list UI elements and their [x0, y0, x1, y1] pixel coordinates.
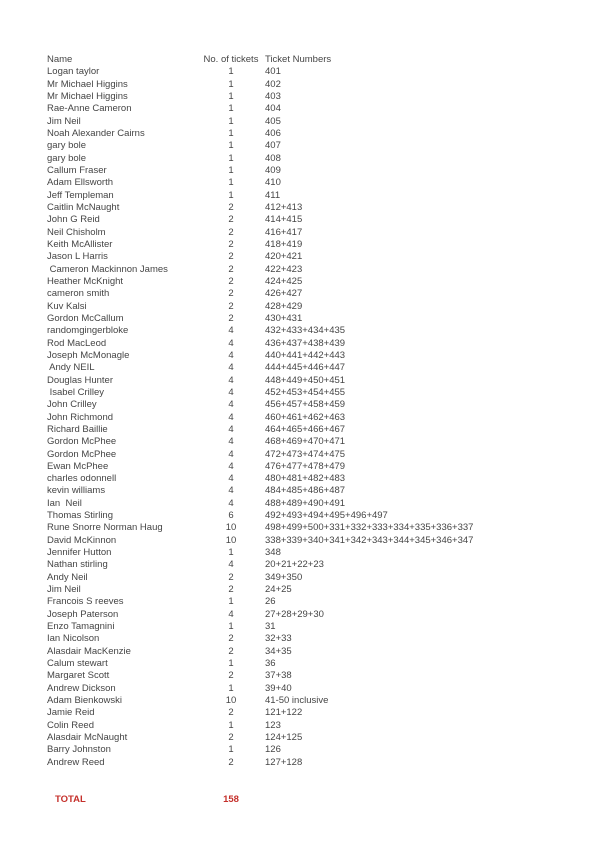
table-row [0, 744, 611, 756]
row-ticket-numbers: 424+425 [265, 275, 303, 287]
row-ticket-count: 2 [228, 226, 234, 238]
row-ticket-numbers: 405 [265, 115, 281, 127]
row-ticket-count: 4 [228, 362, 234, 374]
table-row [0, 350, 611, 362]
row-ticket-numbers: 498+499+500+331+332+333+334+335+336+337 [265, 522, 474, 534]
table-row [0, 646, 611, 658]
row-name: gary bole [47, 140, 87, 152]
table-row [0, 66, 611, 78]
row-ticket-numbers: 36 [265, 658, 276, 670]
table-row [0, 264, 611, 276]
table-row [0, 239, 611, 251]
header-name: Name [47, 54, 73, 65]
table-row [0, 325, 611, 337]
row-ticket-numbers: 480+481+482+483 [265, 473, 346, 485]
row-ticket-count: 2 [228, 275, 234, 287]
row-ticket-numbers: 121+122 [265, 707, 303, 719]
table-row [0, 140, 611, 152]
row-ticket-numbers: 127+128 [265, 756, 303, 768]
row-ticket-numbers: 27+28+29+30 [265, 608, 324, 620]
row-ticket-numbers: 492+493+494+495+496+497 [265, 510, 388, 522]
row-ticket-count: 2 [228, 756, 234, 768]
row-name: Noah Alexander Cairns [47, 127, 145, 139]
total-label: TOTAL [55, 793, 86, 805]
row-ticket-count: 2 [228, 645, 234, 657]
table-row [0, 128, 611, 140]
table-row [0, 338, 611, 350]
row-ticket-numbers: 428+429 [265, 300, 303, 312]
row-name: Andrew Dickson [47, 682, 116, 694]
row-ticket-numbers: 452+453+454+455 [265, 386, 346, 398]
row-ticket-count: 1 [228, 115, 234, 127]
row-ticket-count: 4 [228, 436, 234, 448]
row-ticket-numbers: 20+21+22+23 [265, 559, 324, 571]
table-row [0, 510, 611, 522]
row-ticket-count: 2 [228, 312, 234, 324]
row-ticket-count: 4 [228, 497, 234, 509]
row-name: Jennifer Hutton [47, 547, 112, 559]
table-row [0, 214, 611, 226]
row-ticket-count: 2 [228, 732, 234, 744]
row-name: Adam Ellsworth [47, 177, 113, 189]
table-row [0, 177, 611, 189]
row-ticket-numbers: 418+419 [265, 238, 303, 250]
row-ticket-count: 1 [228, 547, 234, 559]
table-row [0, 387, 611, 399]
row-name: Alasdair McNaught [47, 732, 128, 744]
table-row [0, 362, 611, 374]
table-row [0, 485, 611, 497]
row-name: Rod MacLeod [47, 337, 107, 349]
header-ticket-numbers: Ticket Numbers [265, 54, 332, 65]
row-ticket-numbers: 468+469+470+471 [265, 436, 346, 448]
table-row [0, 449, 611, 461]
row-ticket-numbers: 24+25 [265, 584, 292, 596]
row-name: cameron smith [47, 288, 110, 300]
row-name: Logan taylor [47, 66, 100, 78]
row-ticket-numbers: 412+413 [265, 201, 303, 213]
row-ticket-numbers: 403 [265, 90, 281, 102]
row-ticket-numbers: 464+465+466+467 [265, 423, 346, 435]
row-name: John Crilley [47, 399, 97, 411]
row-name: Rune Snorre Norman Haug [47, 522, 163, 534]
row-ticket-count: 1 [228, 596, 234, 608]
table-row [0, 202, 611, 214]
row-name: Adam Bienkowski [47, 695, 122, 707]
row-ticket-numbers: 411 [265, 189, 281, 201]
row-ticket-numbers: 420+421 [265, 251, 303, 263]
ticket-table [0, 54, 611, 806]
row-ticket-count: 1 [228, 90, 234, 102]
table-body [0, 66, 611, 769]
row-name: Joseph Paterson [47, 608, 119, 620]
table-row [0, 116, 611, 128]
row-name: John G Reid [47, 214, 100, 226]
row-name: David McKinnon [47, 534, 117, 546]
table-row [0, 412, 611, 424]
row-ticket-numbers: 126 [265, 744, 281, 756]
row-name: Isabel Crilley [47, 386, 105, 398]
row-ticket-numbers: 472+473+474+475 [265, 448, 346, 460]
row-ticket-count: 2 [228, 670, 234, 682]
row-name: Richard Baillie [47, 423, 108, 435]
table-row [0, 621, 611, 633]
table-row [0, 707, 611, 719]
row-ticket-numbers: 422+423 [265, 263, 303, 275]
row-ticket-count: 2 [228, 214, 234, 226]
row-name: Alasdair MacKenzie [47, 645, 131, 657]
row-ticket-numbers: 414+415 [265, 214, 303, 226]
row-ticket-numbers: 410 [265, 177, 281, 189]
table-row [0, 609, 611, 621]
row-ticket-count: 1 [228, 103, 234, 115]
table-row [0, 720, 611, 732]
row-ticket-count: 2 [228, 633, 234, 645]
row-ticket-numbers: 456+457+458+459 [265, 399, 346, 411]
row-ticket-count: 2 [228, 707, 234, 719]
row-name: Cameron Mackinnon James [47, 263, 168, 275]
row-name: Mr Michael Higgins [47, 78, 128, 90]
row-ticket-numbers: 348 [265, 547, 281, 559]
total-value: 158 [223, 793, 239, 805]
table-row [0, 190, 611, 202]
row-ticket-count: 4 [228, 448, 234, 460]
row-name: Enzo Tamagnini [47, 621, 115, 633]
row-ticket-count: 4 [228, 485, 234, 497]
row-ticket-count: 2 [228, 251, 234, 263]
table-row [0, 535, 611, 547]
row-name: Joseph McMonagle [47, 349, 130, 361]
row-name: Ian Neil [47, 497, 82, 509]
row-ticket-count: 1 [228, 78, 234, 90]
row-ticket-count: 4 [228, 386, 234, 398]
table-row [0, 473, 611, 485]
row-name: Caitlin McNaught [47, 201, 120, 213]
table-row [0, 547, 611, 559]
row-ticket-numbers: 26 [265, 596, 276, 608]
table-row [0, 103, 611, 115]
row-name: Douglas Hunter [47, 374, 114, 386]
table-row [0, 424, 611, 436]
row-ticket-count: 1 [228, 66, 234, 78]
row-name: Keith McAllister [47, 238, 113, 250]
row-ticket-count: 2 [228, 238, 234, 250]
table-row [0, 695, 611, 707]
row-ticket-numbers: 444+445+446+447 [265, 362, 346, 374]
row-ticket-numbers: 448+449+450+451 [265, 374, 346, 386]
table-row [0, 375, 611, 387]
row-ticket-numbers: 401 [265, 66, 281, 78]
row-name: Jim Neil [47, 584, 81, 596]
row-ticket-count: 2 [228, 201, 234, 213]
row-ticket-numbers: 436+437+438+439 [265, 337, 346, 349]
row-ticket-numbers: 460+461+462+463 [265, 411, 346, 423]
row-ticket-numbers: 407 [265, 140, 281, 152]
row-ticket-numbers: 402 [265, 78, 281, 90]
row-ticket-count: 1 [228, 658, 234, 670]
row-name: Callum Fraser [47, 164, 107, 176]
total-row [0, 794, 611, 806]
row-name: Mr Michael Higgins [47, 90, 128, 102]
row-name: Rae-Anne Cameron [47, 103, 132, 115]
row-name: Gordon McPhee [47, 448, 117, 460]
blank-gap [0, 769, 611, 794]
row-ticket-numbers: 34+35 [265, 645, 292, 657]
row-ticket-count: 4 [228, 473, 234, 485]
table-row [0, 559, 611, 571]
table-header-row [0, 54, 611, 66]
table-row [0, 165, 611, 177]
row-name: Calum stewart [47, 658, 108, 670]
row-ticket-numbers: 484+485+486+487 [265, 485, 346, 497]
table-row [0, 91, 611, 103]
row-name: Kuv Kalsi [47, 300, 87, 312]
table-row [0, 79, 611, 91]
row-ticket-count: 2 [228, 288, 234, 300]
row-ticket-numbers: 488+489+490+491 [265, 497, 346, 509]
row-name: Heather McKnight [47, 275, 124, 287]
row-ticket-numbers: 432+433+434+435 [265, 325, 346, 337]
row-ticket-count: 4 [228, 411, 234, 423]
row-name: Andy NEIL [47, 362, 95, 374]
row-ticket-count: 1 [228, 682, 234, 694]
table-row [0, 276, 611, 288]
row-ticket-numbers: 426+427 [265, 288, 303, 300]
row-name: Jason L Harris [47, 251, 108, 263]
row-name: Jim Neil [47, 115, 81, 127]
row-ticket-count: 4 [228, 423, 234, 435]
row-ticket-numbers: 409 [265, 164, 281, 176]
table-row [0, 732, 611, 744]
row-ticket-count: 2 [228, 300, 234, 312]
row-name: Thomas Stirling [47, 510, 113, 522]
row-name: Andrew Reed [47, 756, 105, 768]
row-ticket-numbers: 404 [265, 103, 281, 115]
table-row [0, 288, 611, 300]
row-ticket-count: 4 [228, 374, 234, 386]
table-row [0, 757, 611, 769]
row-ticket-count: 1 [228, 152, 234, 164]
row-ticket-count: 1 [228, 744, 234, 756]
table-row [0, 658, 611, 670]
table-row [0, 584, 611, 596]
row-ticket-count: 4 [228, 349, 234, 361]
row-ticket-count: 4 [228, 460, 234, 472]
row-name: Jeff Templeman [47, 189, 114, 201]
row-name: Neil Chisholm [47, 226, 106, 238]
row-ticket-numbers: 476+477+478+479 [265, 460, 346, 472]
table-row [0, 596, 611, 608]
row-ticket-numbers: 338+339+340+341+342+343+344+345+346+347 [265, 534, 474, 546]
row-ticket-count: 1 [228, 140, 234, 152]
row-ticket-count: 2 [228, 571, 234, 583]
header-no-of-tickets: No. of tickets [203, 54, 259, 65]
row-ticket-numbers: 416+417 [265, 226, 303, 238]
row-name: Jamie Reid [47, 707, 95, 719]
row-ticket-count: 6 [228, 510, 234, 522]
row-ticket-numbers: 39+40 [265, 682, 292, 694]
table-row [0, 153, 611, 165]
row-ticket-count: 2 [228, 584, 234, 596]
table-row [0, 633, 611, 645]
row-ticket-count: 10 [225, 522, 237, 534]
row-ticket-numbers: 37+38 [265, 670, 292, 682]
row-ticket-count: 4 [228, 559, 234, 571]
row-ticket-numbers: 406 [265, 127, 281, 139]
row-ticket-numbers: 440+441+442+443 [265, 349, 346, 361]
row-ticket-numbers: 32+33 [265, 633, 292, 645]
row-ticket-count: 1 [228, 164, 234, 176]
row-ticket-numbers: 124+125 [265, 732, 303, 744]
row-ticket-numbers: 123 [265, 719, 281, 731]
row-ticket-numbers: 349+350 [265, 571, 303, 583]
row-ticket-count: 1 [228, 177, 234, 189]
row-name: Francois S reeves [47, 596, 124, 608]
row-name: Margaret Scott [47, 670, 110, 682]
row-name: Gordon McPhee [47, 436, 117, 448]
table-row [0, 251, 611, 263]
row-ticket-count: 4 [228, 325, 234, 337]
row-ticket-count: 1 [228, 189, 234, 201]
row-name: kevin williams [47, 485, 106, 497]
row-name: Colin Reed [47, 719, 94, 731]
row-name: Gordon McCallum [47, 312, 124, 324]
row-name: randomgingerbloke [47, 325, 129, 337]
row-ticket-numbers: 430+431 [265, 312, 303, 324]
row-ticket-numbers: 31 [265, 621, 276, 633]
table-row [0, 522, 611, 534]
row-ticket-count: 1 [228, 127, 234, 139]
row-ticket-numbers: 41-50 inclusive [265, 695, 329, 707]
row-name: charles odonnell [47, 473, 117, 485]
row-name: Ewan McPhee [47, 460, 109, 472]
row-ticket-count: 4 [228, 399, 234, 411]
table-row [0, 313, 611, 325]
row-ticket-count: 1 [228, 719, 234, 731]
table-row [0, 670, 611, 682]
table-row [0, 498, 611, 510]
row-ticket-numbers: 408 [265, 152, 281, 164]
table-row [0, 461, 611, 473]
row-name: Andy Neil [47, 571, 88, 583]
row-ticket-count: 1 [228, 621, 234, 633]
table-row [0, 227, 611, 239]
row-ticket-count: 4 [228, 337, 234, 349]
table-row [0, 436, 611, 448]
row-ticket-count: 10 [225, 534, 237, 546]
row-ticket-count: 2 [228, 263, 234, 275]
table-row [0, 683, 611, 695]
row-name: Ian Nicolson [47, 633, 100, 645]
row-ticket-count: 10 [225, 695, 237, 707]
row-ticket-count: 4 [228, 608, 234, 620]
row-name: gary bole [47, 152, 87, 164]
table-row [0, 572, 611, 584]
row-name: John Richmond [47, 411, 114, 423]
table-row [0, 301, 611, 313]
row-name: Barry Johnston [47, 744, 111, 756]
row-name: Nathan stirling [47, 559, 108, 571]
table-row [0, 399, 611, 411]
